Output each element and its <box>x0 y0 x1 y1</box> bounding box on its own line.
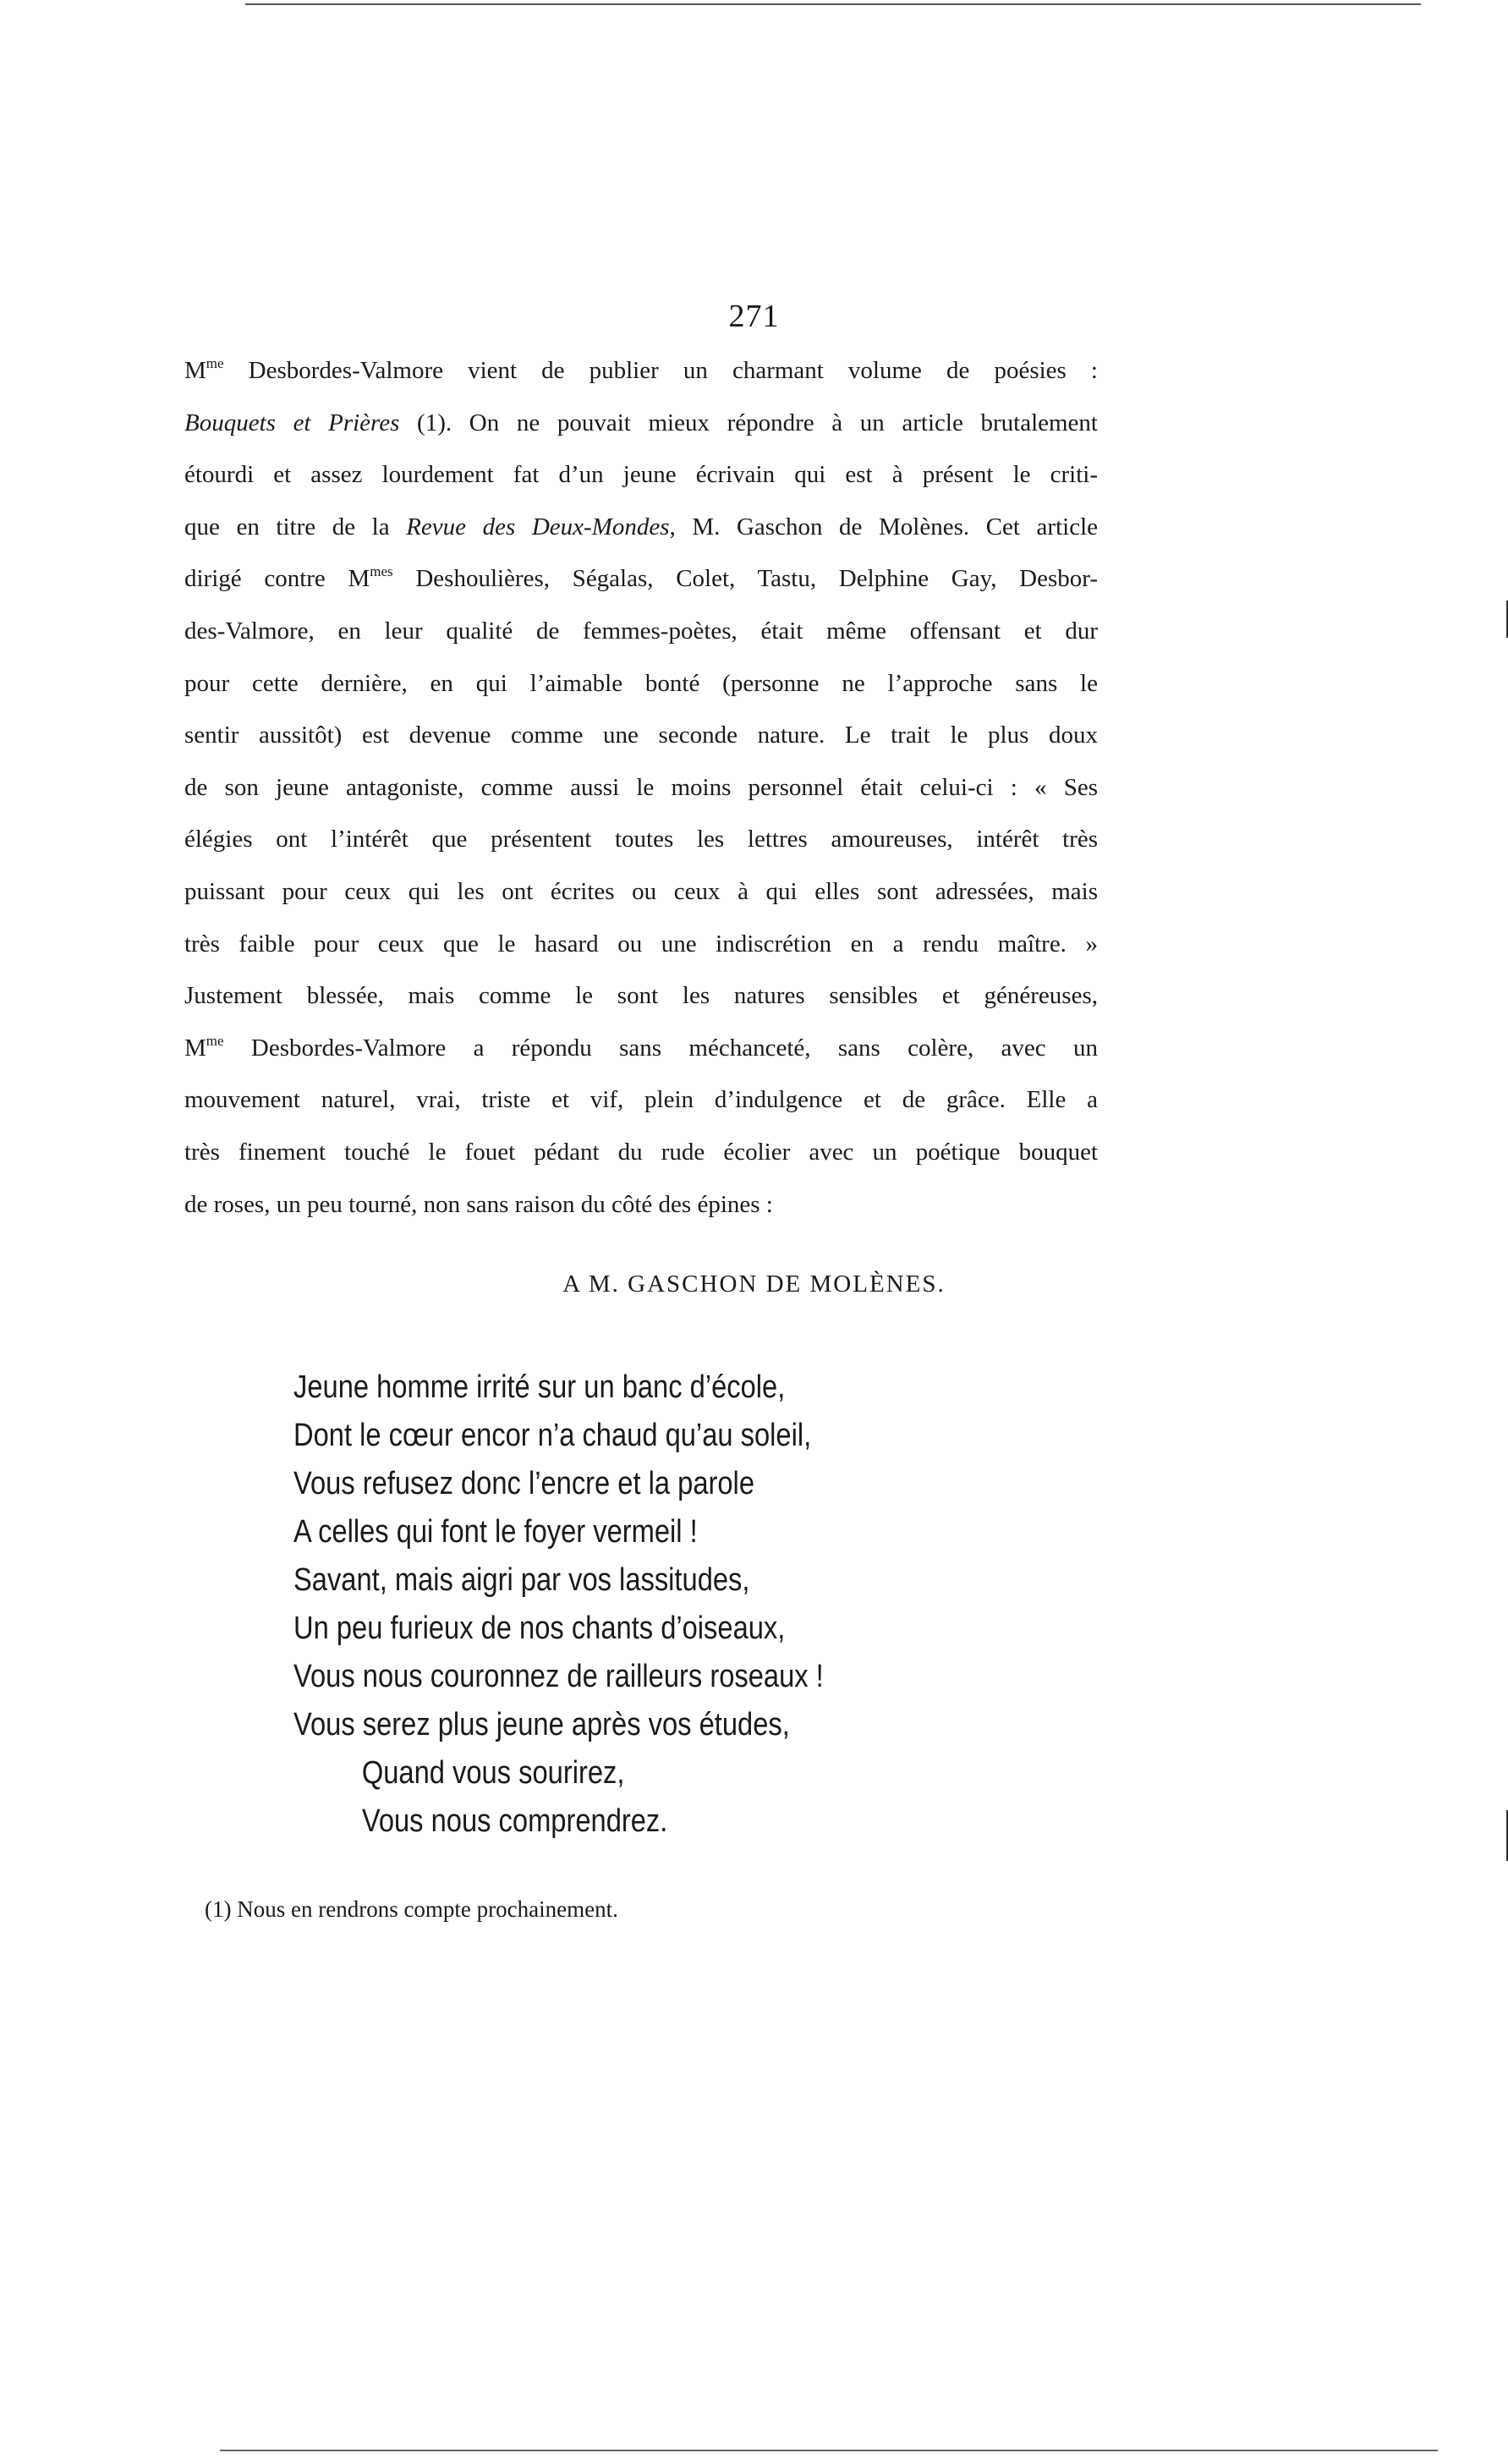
article-line: Justement blessée, mais comme le sont les natures sensibles et généreuses, <box>184 982 1098 1010</box>
journal-title: Revue des Deux-Mondes <box>406 513 670 541</box>
bottom-edge-rule <box>220 2450 1438 2451</box>
footnote: (1) Nous en rendrons compte prochainement. <box>205 1896 618 1922</box>
article-line: des-Valmore, en leur qualité de femmes-poètes, était même offensant et dur <box>184 617 1098 645</box>
poem-line: Vous serez plus jeune après vos études, <box>293 1707 790 1742</box>
poem-line: Vous refusez donc l’encre et la parole <box>293 1466 754 1501</box>
poem-line: Vous nous couronnez de railleurs roseaux ! <box>293 1659 824 1694</box>
article-line: $M^{me}$ Desbordes-Valmore vient de publier un charmant volume de poésies : <box>184 355 1098 384</box>
poem-stanza <box>293 1364 824 1846</box>
article-line: de son jeune antagoniste, comme aussi le moins personnel était celui-ci : « Ses <box>184 773 1098 801</box>
poem-line: Un peu furieux de nos chants d’oiseaux, <box>293 1611 786 1646</box>
article-line: Bouquets et Prières (1). On ne pouvait mieux répondre à un article brutalement <box>184 409 1098 436</box>
article-line: élégies ont l’intérêt que présentent toutes les lettres amoureuses, intérêt très <box>184 826 1098 853</box>
poem-line: Savant, mais aigri par vos lassitudes, <box>293 1562 750 1598</box>
top-edge-rule <box>245 3 1421 5</box>
article-line: $M^{me}$ Desbordes-Valmore a répondu sans méchanceté, sans colère, avec un <box>184 1032 1098 1062</box>
book-title: Bouquets et Prières <box>184 409 400 436</box>
article-line: mouvement naturel, vrai, triste et vif, plein d’indulgence et de grâce. Elle a <box>184 1086 1098 1114</box>
article-line: pour cette dernière, en qui l’aimable bonté (personne ne l’approche sans le <box>184 669 1098 697</box>
page-number: 271 <box>728 299 780 334</box>
poem-line: Jeune homme irrité sur un banc d’école, <box>293 1369 786 1405</box>
article-line: puissant pour ceux qui les ont écrites ou ceux à qui elles sont adressées, mais <box>184 877 1098 905</box>
article-line: très faible pour ceux que le hasard ou une indiscrétion en a rendu maître. » <box>184 930 1098 958</box>
article-line: dirigé contre $M^{mes}$ Deshoulières, Ségalas, Colet, Tastu, Delphine Gay, Desbor- <box>184 563 1098 593</box>
poem-line: A celles qui font le foyer vermeil ! <box>293 1514 698 1550</box>
article-line: sentir aussitôt) est devenue comme une seconde nature. Le trait le plus doux <box>184 722 1098 749</box>
article-line: que en titre de la Revue des Deux-Mondes, M. Gaschon de Molènes. Cet article <box>184 513 1099 541</box>
article-line: étourdi et assez lourdement fat d’un jeune écrivain qui est à présent le criti- <box>184 461 1098 489</box>
poem-line: Quand vous sourirez, <box>361 1755 625 1791</box>
article-body <box>184 345 1098 1231</box>
article-line: de roses, un peu tourné, non sans raison du côté des épines : <box>184 1190 773 1218</box>
article-line: très finement touché le fouet pédant du rude écolier avec un poétique bouquet <box>184 1138 1098 1166</box>
poem-line: Vous nous comprendrez. <box>361 1803 668 1839</box>
poem-title: A M. GASCHON DE MOLÈNES. <box>562 1270 946 1298</box>
poem-line: Dont le cœur encor n’a chaud qu’au soleil, <box>293 1418 812 1453</box>
